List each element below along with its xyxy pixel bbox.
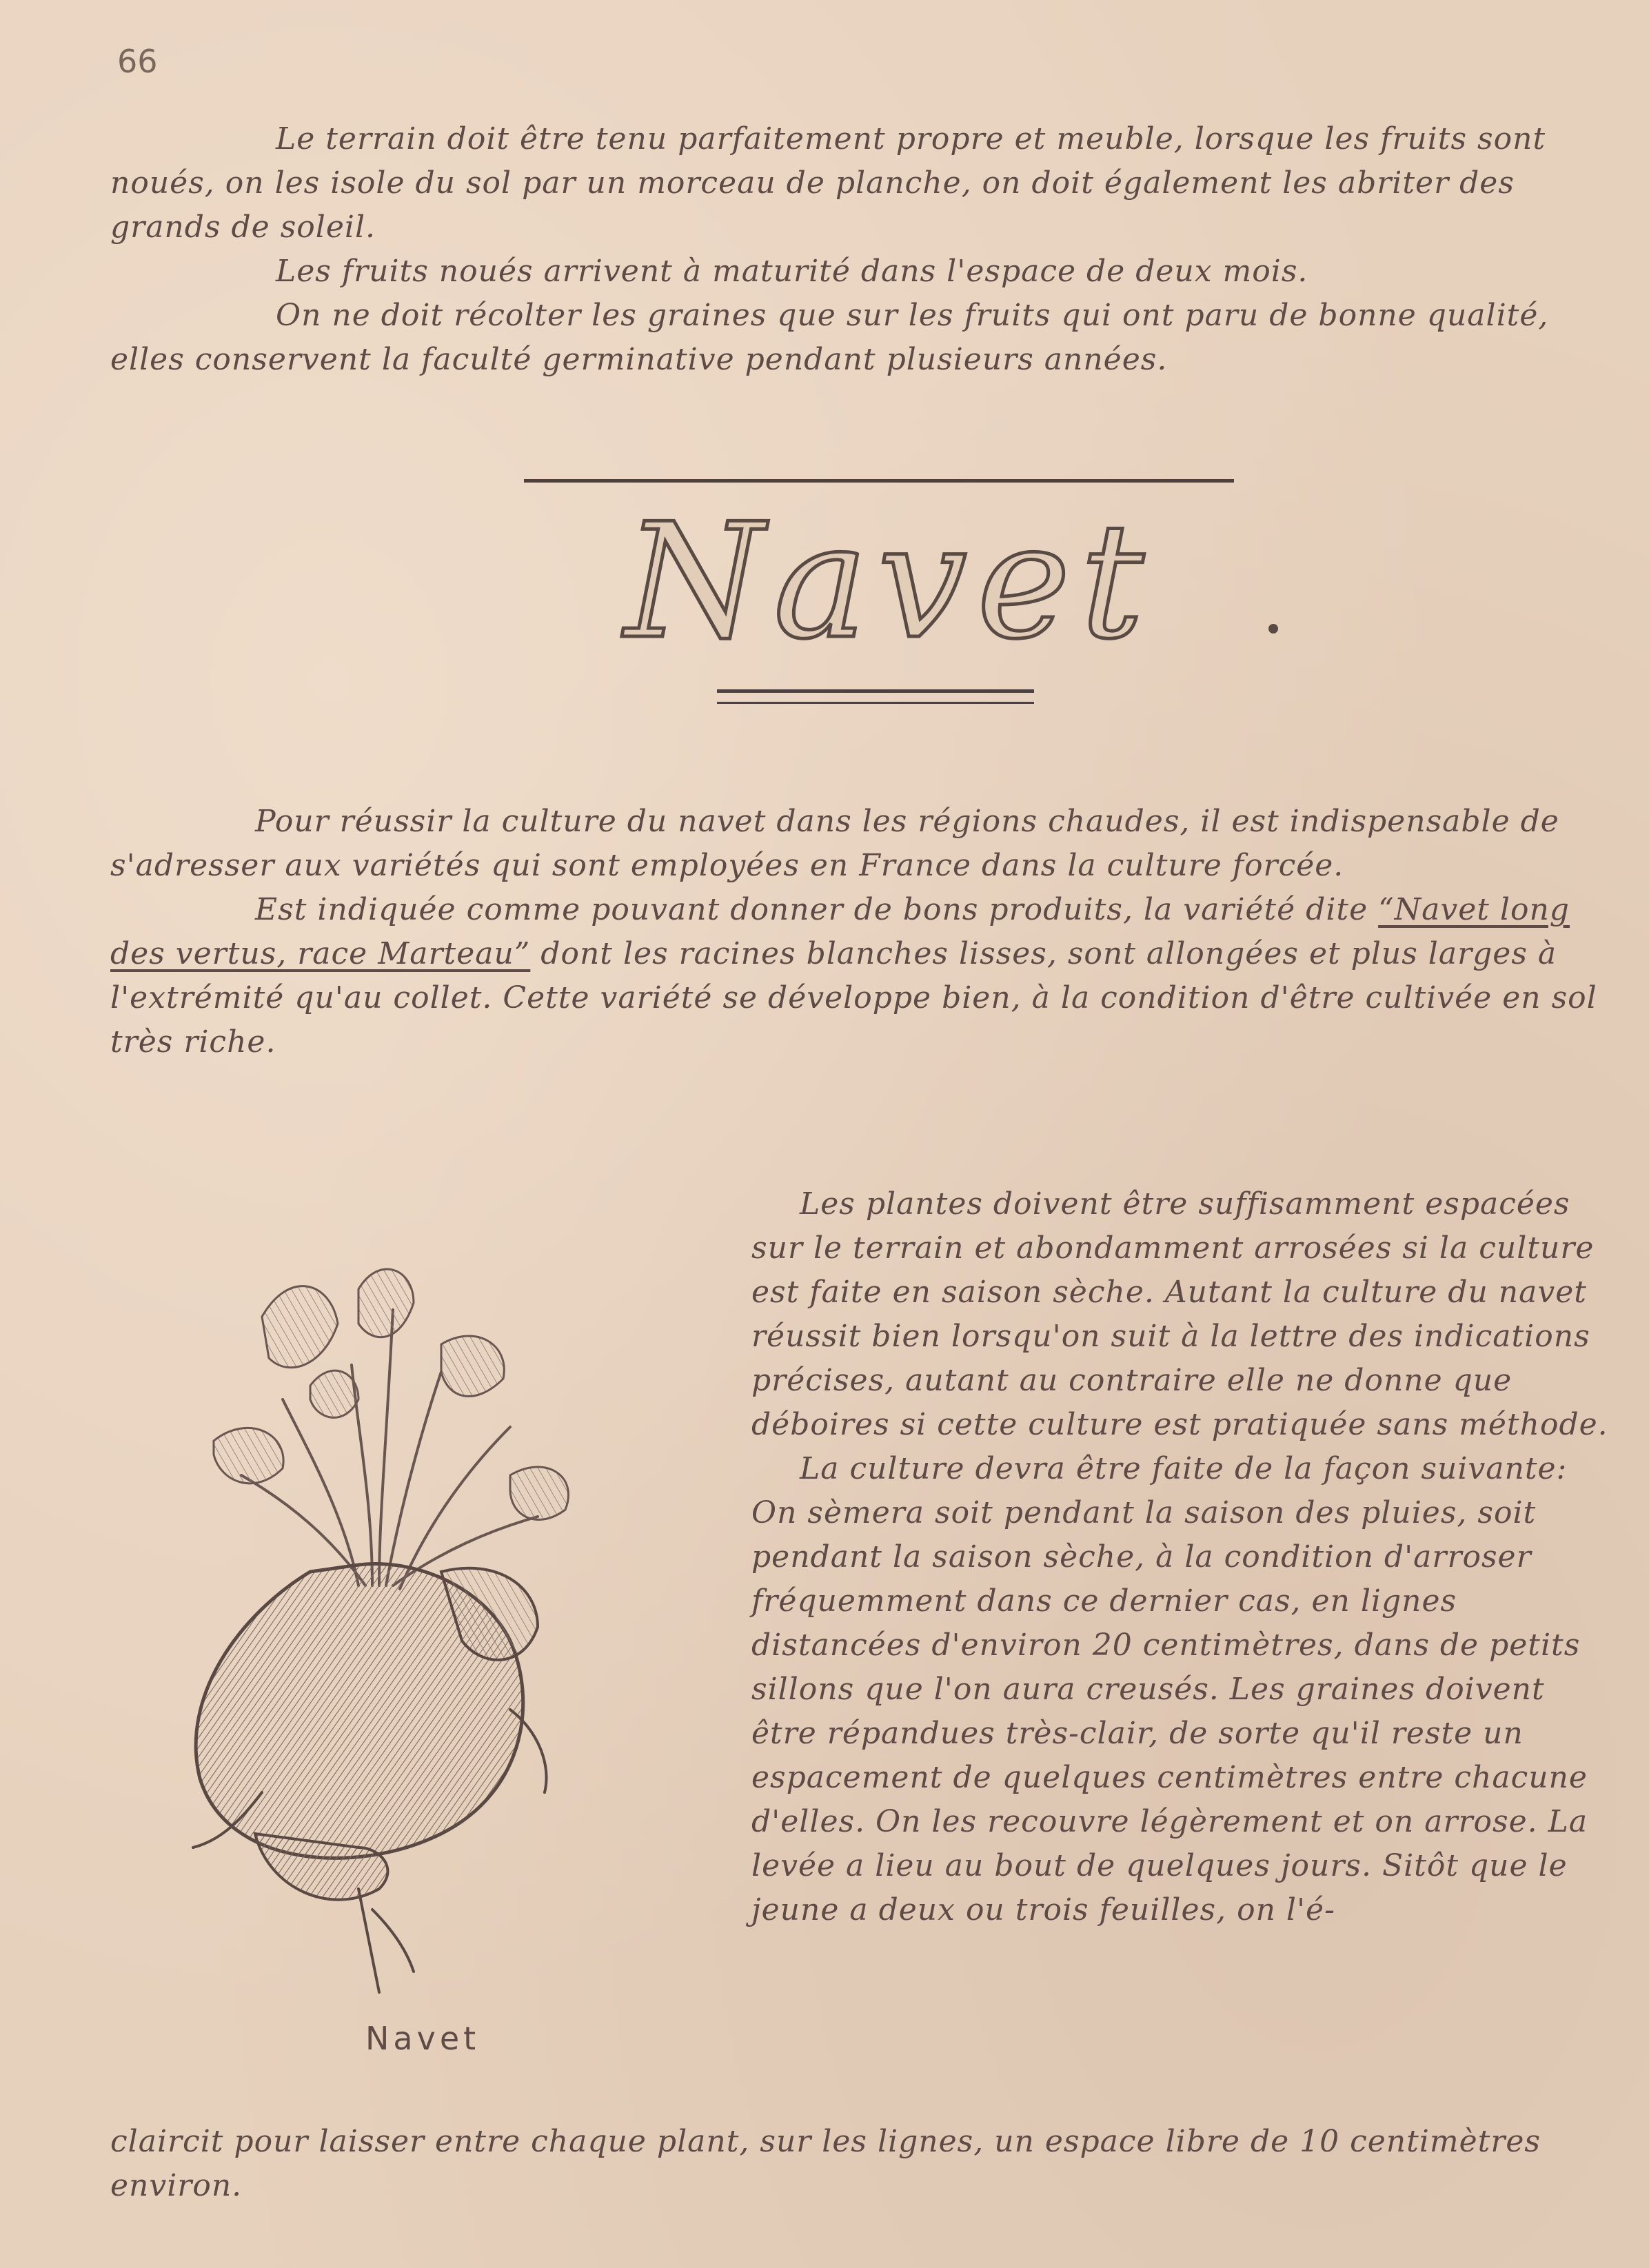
title-rule-top bbox=[524, 479, 1234, 483]
page-number: 66 bbox=[117, 43, 158, 80]
illustration-caption: Navet bbox=[365, 2020, 480, 2057]
paragraph-variete bbox=[110, 888, 1606, 1064]
paragraph-terrain: Le terrain doit être tenu parfaitement propre et meuble, lorsque les fruits sont noués, on les isole du sol par un morceau de planche, on doit également les abriter des grands de soleil. bbox=[110, 121, 1546, 245]
page-title: Navet bbox=[625, 490, 1154, 674]
title-period bbox=[1268, 624, 1278, 634]
paragraph-reussir: Pour réussir la culture du navet dans les régions chaudes, il est indispensable de s'adresser aux variétés qui sont employées en France dans la culture forcée. bbox=[110, 804, 1559, 883]
title-rule-bottom-1 bbox=[717, 689, 1034, 693]
turnip-illustration bbox=[152, 1227, 676, 1999]
paragraph-culture: La culture devra être faite de la façon suivante: On sèmera soit pendant la saison des pluies, soit pendant la saison sèche, à la condition d'arroser fréquemment dans ce dernier cas, en lignes distancées d'environ 20 centimètres, dans de petits sillons que l'on aura creusés. Les graines doivent être répandues très-clair, de sorte qu'il reste un espacement de quelques centimètres entre chacune d'elles. On les recouvre légèrement et on arrose. La levée a lieu au bout de quelques jours. Sitôt que le jeune a deux ou trois feuilles, on l'é- bbox=[751, 1451, 1588, 1927]
top-text-block bbox=[110, 117, 1606, 382]
title-rule-bottom-2 bbox=[717, 702, 1034, 704]
variety-description: dont les racines blanches lisses, sont allongées et plus larges à l'extrémité qu'au collet. Cette variété se développe bien, à la condition d'être cultivée en sol très riche. bbox=[110, 936, 1597, 1060]
variety-intro-text: Est indiquée comme pouvant donner de bons produits, la variété dite bbox=[255, 892, 1379, 927]
right-column-text bbox=[751, 1182, 1613, 1932]
final-text-block bbox=[110, 2120, 1606, 2208]
paragraph-eclaircit: claircit pour laisser entre chaque plant, sur les lignes, un espace libre de 10 centimètres environ. bbox=[110, 2124, 1541, 2203]
variety-name: “Navet long des vertus, race Marteau” bbox=[110, 892, 1570, 971]
paragraph-maturite: Les fruits noués arrivent à maturité dans l'espace de deux mois. bbox=[276, 254, 1308, 289]
paragraph-plantes: Les plantes doivent être suffisamment espacées sur le terrain et abondamment arrosées si la culture est faite en saison sèche. Autant la culture du navet réussit bien lorsqu'on suit à la lettre des indications précises, autant au contraire elle ne donne que déboires si cette culture est pratiquée sans méthode. bbox=[751, 1186, 1608, 1442]
paragraph-graines: On ne doit récolter les graines que sur les fruits qui ont paru de bonne qualité, elles conservent la faculté germinative pendant plusieurs années. bbox=[110, 298, 1549, 377]
intro-text-block bbox=[110, 800, 1606, 1064]
